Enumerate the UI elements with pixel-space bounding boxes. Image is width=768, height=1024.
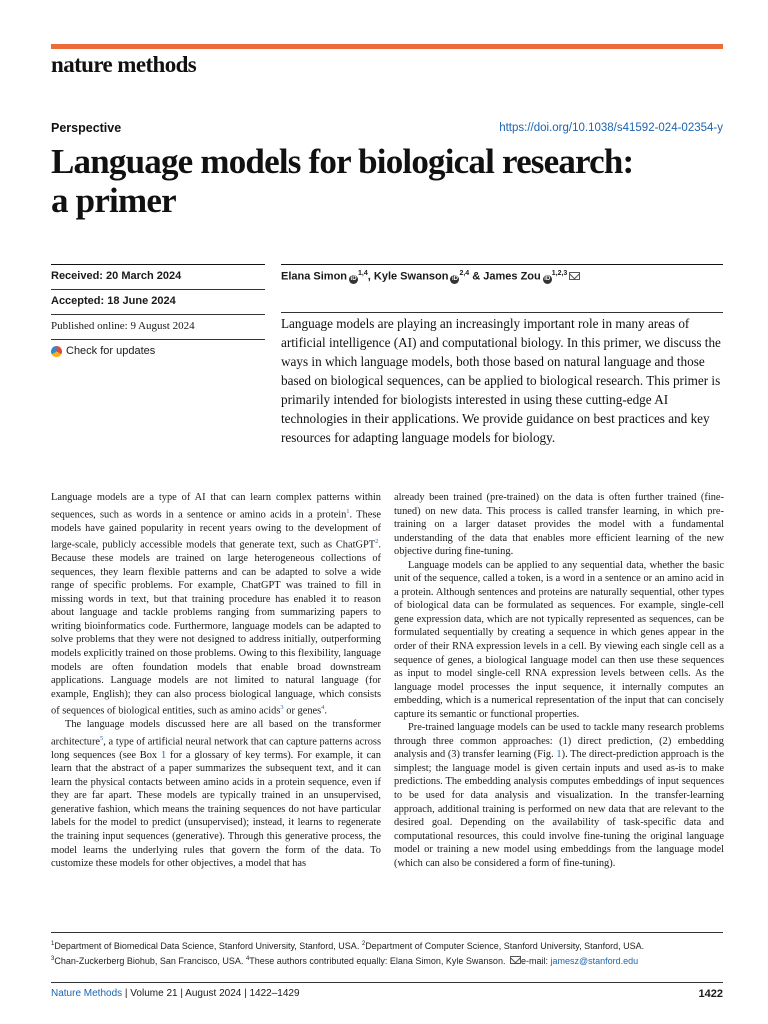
reference-link[interactable]: 4 xyxy=(321,704,325,712)
journal-accent-bar xyxy=(51,44,723,49)
page-footer xyxy=(51,982,723,1000)
reference-link[interactable]: 3 xyxy=(280,704,284,712)
crossmark-icon xyxy=(51,346,62,357)
journal-name: nature methods xyxy=(51,52,197,77)
page-number: 1422 xyxy=(698,988,723,1000)
body-column-right xyxy=(394,491,724,870)
title-line-2: a primer xyxy=(51,181,176,220)
abstract: Language models are playing an increasingly important role in many areas of artificial intelligence (AI) and computational biology. In this primer, we discuss the ways in which language models, both those based on natural language and those based on biological sequences, can be applied to biological research. This primer is primarily intended for biologists interested in using these cutting-edge AI technologies in their applications. We provide guidance on best practices and key resources for adapting language models for biology. xyxy=(281,316,721,445)
reference-link[interactable]: 5 xyxy=(100,734,104,742)
article-type: Perspective xyxy=(51,121,122,135)
reference-link[interactable]: 1 xyxy=(346,507,350,515)
journal-link[interactable]: Nature Methods xyxy=(51,988,123,999)
author-name[interactable]: James Zou xyxy=(483,270,541,283)
orcid-icon[interactable]: iD xyxy=(451,275,458,282)
orcid-icon[interactable]: iD xyxy=(350,275,357,282)
affiliation-line: $^1$Department of Biomedical Data Science, Stanford University, Stanford, USA. $^2$Department of Computer Science, Stanford University, Stanford, USA. xyxy=(51,941,645,951)
author-list xyxy=(281,264,723,313)
body-paragraph: already been trained (pre-trained) on the data is often further trained (fine-tuned) on new data. This process is called transfer learning, in which pre-training on a larger dataset provides the model with a fundamental understanding of the data that enables more efficient learning of the new objective during fine-tuning. xyxy=(394,492,724,558)
body-paragraph: Pre-trained language models can be used to tackle many research problems through three common approaches: (1) direct prediction, (2) embedding analysis and (3) transfer learning (Fig. 1). The direct-prediction approach is the simplest; the language model is given certain inputs and used as-is to make predictions. The embedding analysis computes embeddings of input sequences to be used for data analysis and visualization. In the transfer-learning approach, additional training is performed on new data that are relevant to the desired goal. Depending on the availability of task-specific data and computational resources, this could involve fine-tuning the original language model or training a new model using embeddings from the language model (which can also be considered a form of fine-tuning). xyxy=(394,722,725,869)
corresponding-email-link[interactable]: jamesz@stanford.edu xyxy=(550,956,639,966)
author-name[interactable]: Elana Simon xyxy=(281,270,348,283)
email-icon xyxy=(510,956,521,964)
article-title xyxy=(51,142,731,220)
reference-link[interactable]: 2 xyxy=(375,538,379,546)
body-paragraph: Language models can be applied to any sequential data, whether the basic unit of the sequence, called a token, is a word in a sentence or an amino acid in a protein. Although sentences and proteins are naturally sequential, other types of biological data can be formulated as sequences. For example, single-cell gene expression data, which are not typically represented as sequences, can be formulated sequentially by creating a sequence in which genes appear in the order of their RNA expression levels in a cell. By viewing each single cell as a sequence of genes, a biological language model can then use these sequences as input to model single-cell RNA expression levels between cells. As the language model processes the input sequence, it internally computes an embedding, which is a numerical representation of the input that can concisely capture its semantic or functional properties. xyxy=(394,559,724,720)
doi-link[interactable]: https://doi.org/10.1038/s41592-024-02354-y xyxy=(499,122,723,134)
received-date: Received: 20 March 2024 xyxy=(51,264,265,289)
author-name[interactable]: Kyle Swanson xyxy=(373,270,449,283)
body-column-left xyxy=(51,491,381,871)
check-for-updates-button[interactable]: Check for updates xyxy=(51,345,265,357)
body-paragraph: Language models are a type of AI that can learn complex patterns within sequences, such as words in a sentence or amino acids in a protein$^1$. These models have gained popularity in recent years owing to the development of large-scale, publicly accessible models that generate text, such as ChatGPT$^2$. Because these models are trained on large heterogeneous collections of sequences, they learn flexible patterns and can be adapted to solve a wide range of specific problems. For example, ChatGPT was trained to fill in missing words in text, but that training procedure has enabled it to reason about language and tackle problems ranging from summarizing papers to writing bioinformatics code. Furthermore, language models can be adapted to solve problems that they were not designed to address initially, outperforming models explicitly trained on those problems. Owing to this flexibility, language models are often foundation models that enable broad downstream applications. Language models are not limited to natural language (for example, English); they can also process biological language, which consists of sequences of biological entities, such as amino acids$^3$ or genes$^4$. xyxy=(51,492,381,717)
figure-link[interactable]: 1 xyxy=(556,749,562,761)
title-line-1: Language models for biological research: xyxy=(51,142,634,181)
authors-line: Elana Simon iD$^{1,4}$, Kyle Swanson iD$^{2,4}$ & James Zou iD$^{1,2,3}$ xyxy=(281,265,723,313)
article-dates xyxy=(51,264,265,364)
affiliations xyxy=(51,932,723,968)
affiliation-line: $^3$Chan-Zuckerberg Biohub, San Francisco, USA. $^4$These authors contributed equally: Elana Simon, Kyle Swanson. e-mail: jamesz@stanford.edu xyxy=(51,956,639,966)
orcid-icon[interactable]: iD xyxy=(544,275,551,282)
email-icon[interactable] xyxy=(569,272,580,280)
published-date: Published online: 9 August 2024 xyxy=(51,314,265,339)
box-link[interactable]: 1 xyxy=(160,749,167,761)
accepted-date: Accepted: 18 June 2024 xyxy=(51,289,265,314)
check-updates-row xyxy=(51,339,265,364)
body-paragraph: The language models discussed here are all based on the transformer architecture$^5$, a type of artificial neural network that can capture patterns across long sequences (see Box 1 for a glossary of key terms). For example, it can learn that the abstract of a paper summarizes the subsequent text, and it can learn the physical contacts between amino acids in a protein sequence, even if they are far apart. These models are typically trained in an unsupervised, generative fashion, which means the training sequences do not have particular labels for the model to predict (unsupervised); instead, it learns to regenerate the training input sequences (generative). Through this generative process, the model learns the underlying rules that govern the form of the data. To customize these models for other objectives, a model that has xyxy=(51,719,381,870)
citation-info: Nature Methods | Volume 21 | August 2024 | 1422–1429 xyxy=(51,988,300,999)
